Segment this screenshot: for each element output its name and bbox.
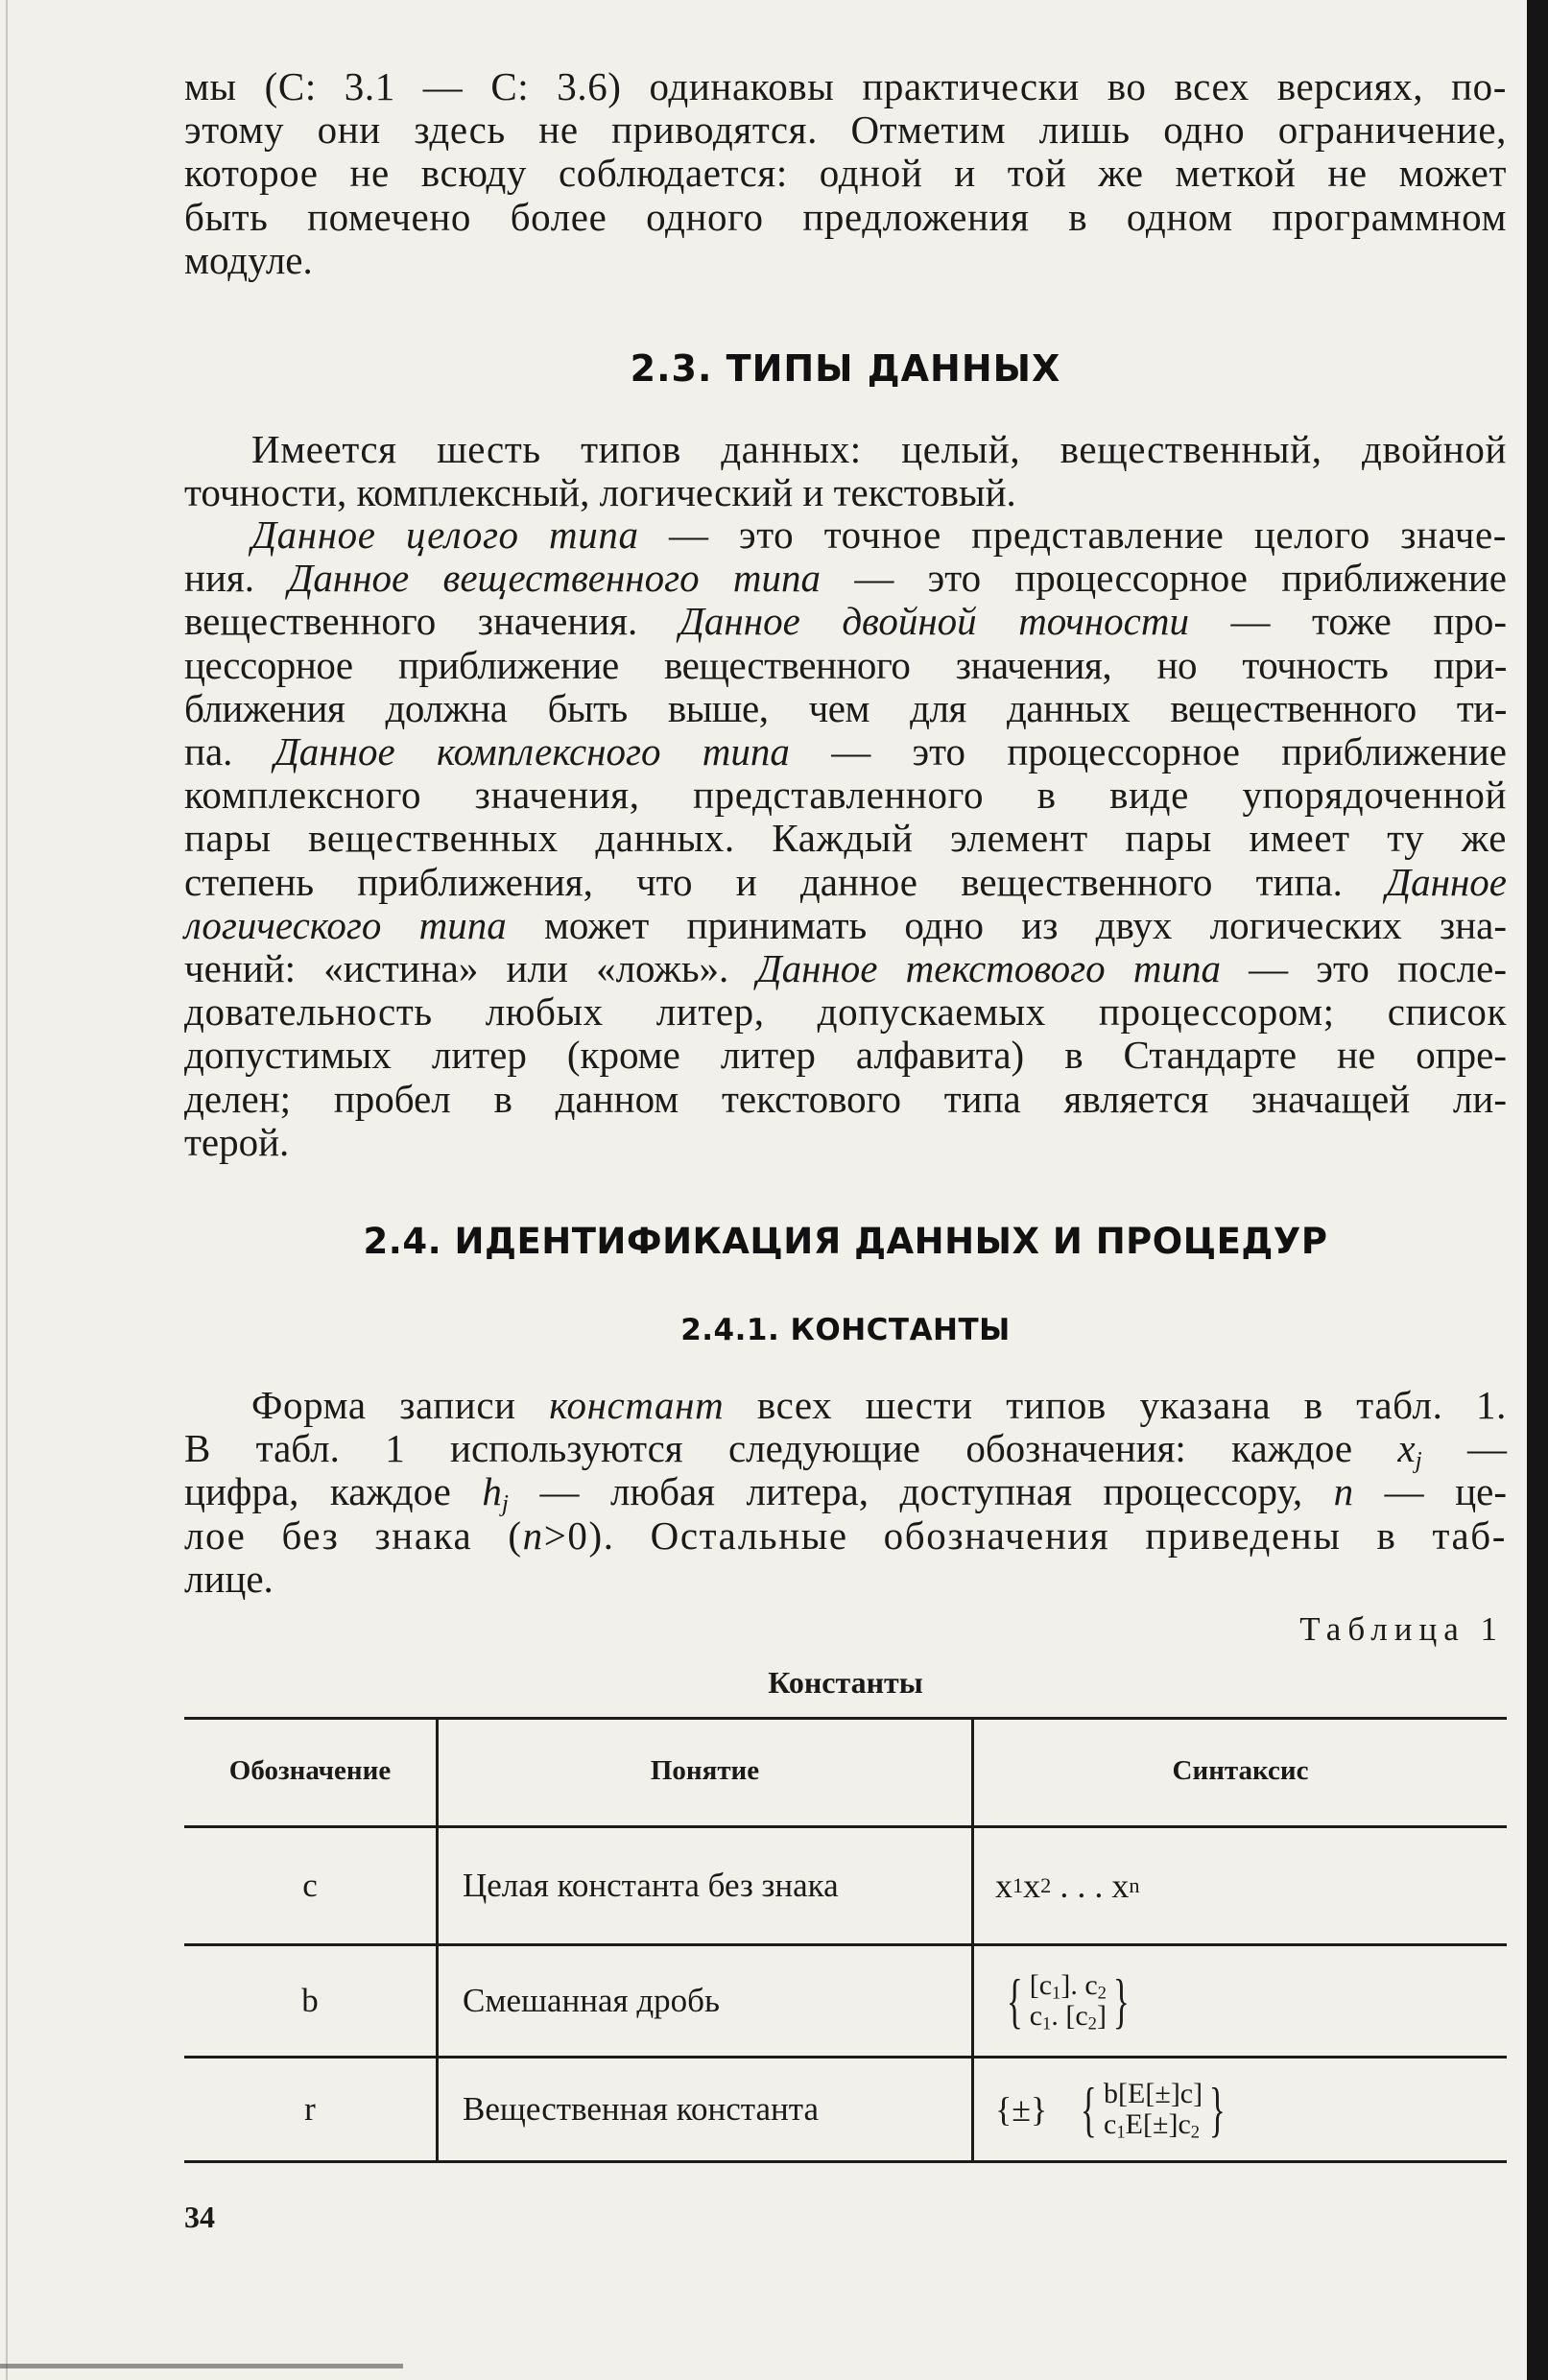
text-line: делен; пробел в данном текстового типа является значащей ли- <box>184 1076 1507 1121</box>
table-header-syntax: Синтаксис <box>1172 1755 1309 1786</box>
text-line: которое не всюду соблюдается: одной и той же меткой не может <box>184 151 1507 196</box>
table-cell-designation: b <box>301 1982 319 2019</box>
text-line: допустимых литер (кроме литер алфавита) в Стандарте не опре- <box>184 1033 1507 1078</box>
math-text: ]. c <box>1060 1969 1098 2001</box>
math-text: . [c <box>1051 2000 1088 2032</box>
math-subscript: j <box>1415 1446 1422 1474</box>
math-var: x <box>1111 1867 1130 1905</box>
text-span: — <box>1421 1426 1507 1471</box>
text-span: — это после- <box>1220 946 1507 991</box>
table-cell-syntax <box>1000 1946 1499 2056</box>
scan-bottom-mark <box>0 2364 403 2368</box>
text-line: модуле. <box>184 237 313 282</box>
math-text: ] <box>1096 2000 1107 2032</box>
math-dots: . . . <box>1051 1867 1112 1905</box>
section-heading-2-3: 2.3. ТИПЫ ДАННЫХ <box>630 347 1061 390</box>
text-line <box>184 730 1507 774</box>
table-cell-designation: c <box>302 1867 318 1904</box>
text-line <box>184 1426 1507 1474</box>
page-number: 34 <box>184 2200 215 2234</box>
left-brace-icon: { <box>1006 1966 1023 2035</box>
math-var: x <box>1023 1867 1041 1905</box>
syntax-option <box>1104 2108 1203 2143</box>
intro-paragraph <box>184 65 1507 282</box>
text-span: — это процессорное приближение <box>789 729 1507 774</box>
math-subscript: 2 <box>1097 1983 1107 2004</box>
math-subscript: 1 <box>1052 1983 1061 2004</box>
italic-term: логического типа <box>184 902 507 947</box>
text-line: цессорное приближение вещественного значения, но точность при- <box>184 642 1507 687</box>
math-subscript: 1 <box>1116 2122 1126 2143</box>
italic-term: Данное текстового типа <box>756 946 1221 991</box>
text-span: ния. <box>184 556 289 601</box>
table-title: Константы <box>768 1665 923 1700</box>
syntax-sign: {±} <box>995 2090 1048 2129</box>
text-line: мы (C: 3.1 — C: 3.6) одинаковы практически во всех версиях, по- <box>184 64 1507 108</box>
text-span: — тоже про- <box>1188 599 1508 644</box>
italic-term: констант <box>549 1383 725 1427</box>
italic-term: Данное комплексного типа <box>274 729 790 774</box>
table-cell-syntax: x 1 x 2 . . . x n <box>995 1867 1140 1905</box>
text-line: ближения должна быть выше, чем для данных вещественного ти- <box>184 685 1507 730</box>
text-line: довательность любых литер, допускаемых процессором; список <box>184 989 1507 1035</box>
text-line <box>184 1514 1507 1558</box>
italic-term: Данное двойной точности <box>679 599 1189 644</box>
text-line: комплексного значения, представленного в виде упорядоченной <box>184 773 1507 818</box>
math-var: n <box>522 1512 544 1558</box>
text-line: быть помечено более одного предложения в одном программном <box>184 194 1507 239</box>
text-span: всех шести типов указана в табл. 1. <box>724 1383 1507 1427</box>
text-span: лое без знака ( <box>184 1512 523 1558</box>
text-line <box>184 861 1507 904</box>
text-span: может принимать одно из двух логических зна- <box>506 902 1507 947</box>
math-var: x <box>995 1867 1012 1905</box>
text-span: — любая литера, доступная процессору, <box>508 1469 1334 1514</box>
text-line <box>184 513 1507 557</box>
table-cell-designation: r <box>304 2090 316 2128</box>
syntax-stack <box>1104 2078 1203 2143</box>
table-cell-concept: Смешанная дробь <box>463 1982 720 2019</box>
text-span: — это процессорное приближение <box>821 556 1507 601</box>
text-span: Форма записи <box>251 1383 550 1427</box>
text-span: В табл. 1 используются следующие обозначения: каждое <box>184 1426 1398 1471</box>
table-header-designation: Обозначение <box>228 1755 392 1786</box>
syntax-option <box>1029 2000 1107 2035</box>
syntax-option <box>1029 1969 1107 2004</box>
math-text: c <box>1104 2108 1117 2140</box>
text-line <box>184 557 1507 600</box>
right-brace-icon: } <box>1209 2075 1226 2143</box>
table-header-concept: Понятие <box>650 1755 760 1786</box>
subsection-heading-2-4-1: 2.4.1. КОНСТАНТЫ <box>680 1313 1011 1347</box>
text-line <box>184 1469 1507 1517</box>
math-var: x <box>1397 1426 1416 1471</box>
italic-term: Данное вещественного типа <box>288 556 822 601</box>
table-cell-syntax <box>995 2059 1499 2160</box>
table-number: Таблица 1 <box>1299 1610 1504 1648</box>
text-span: па. <box>184 729 274 774</box>
italic-term: Данное <box>1386 859 1507 904</box>
section-heading-2-4: 2.4. ИДЕНТИФИКАЦИЯ ДАННЫХ И ПРОЦЕДУР <box>363 1221 1328 1262</box>
table-cell-concept: Вещественная константа <box>463 2090 820 2128</box>
text-line: пары вещественных данных. Каждый элемент пары имеет ту же <box>184 816 1507 861</box>
left-brace-icon: { <box>1081 2075 1098 2143</box>
text-span: вещественного значения. <box>184 599 679 644</box>
text-span: степень приближения, что и данное вещественного типа. <box>184 859 1387 904</box>
math-subscript: 2 <box>1190 2122 1201 2143</box>
text-span: >0). Остальные обозначения приведены в таб- <box>543 1512 1508 1558</box>
scan-binding-shadow <box>1527 0 1548 2380</box>
text-line: лице. <box>184 1556 274 1601</box>
math-var: n <box>1333 1469 1354 1514</box>
math-var: h <box>482 1469 502 1514</box>
types-description-paragraph <box>184 513 1507 1164</box>
text-span: чений: «истина» или «ложь». <box>184 946 757 991</box>
math-subscript: 2 <box>1087 2013 1097 2035</box>
italic-term: Данное целого типа <box>251 512 639 557</box>
math-text: [c <box>1029 1969 1053 2001</box>
table-cell-concept: Целая константа без знака <box>463 1867 839 1904</box>
text-line: точности, комплексный, логический и текстовый. <box>184 470 1016 515</box>
text-line <box>184 904 1507 947</box>
constants-paragraph <box>184 1384 1507 1601</box>
right-brace-icon: } <box>1112 1966 1130 2035</box>
text-span: — это точное представление целого значе- <box>638 512 1507 557</box>
syntax-alternatives <box>1000 1966 1136 2035</box>
text-line: терой. <box>184 1119 290 1164</box>
math-text: E[±]c <box>1125 2108 1191 2140</box>
text-line <box>184 1384 1507 1427</box>
text-line: Имеется шесть типов данных: целый, вещественный, двойной <box>251 427 1507 471</box>
constants-table <box>184 1717 1507 2163</box>
text-span: — це- <box>1353 1469 1507 1514</box>
text-span: цифра, каждое <box>184 1469 483 1514</box>
text-line <box>184 600 1507 643</box>
syntax-stack <box>1029 1969 1107 2035</box>
math-text: c <box>1029 2000 1043 2032</box>
text-line: этому они здесь не приводятся. Отметим лишь одно ограничение, <box>184 107 1507 153</box>
text-line <box>184 947 1507 990</box>
types-intro-paragraph <box>184 428 1507 514</box>
scan-left-edge <box>6 0 8 2380</box>
math-subscript: 1 <box>1042 2013 1052 2035</box>
table-rule-bottom <box>184 2160 1507 2163</box>
syntax-alternatives <box>1074 2075 1232 2143</box>
math-subscript: j <box>501 1489 509 1517</box>
syntax-option: b[E[±]c] <box>1104 2078 1203 2109</box>
